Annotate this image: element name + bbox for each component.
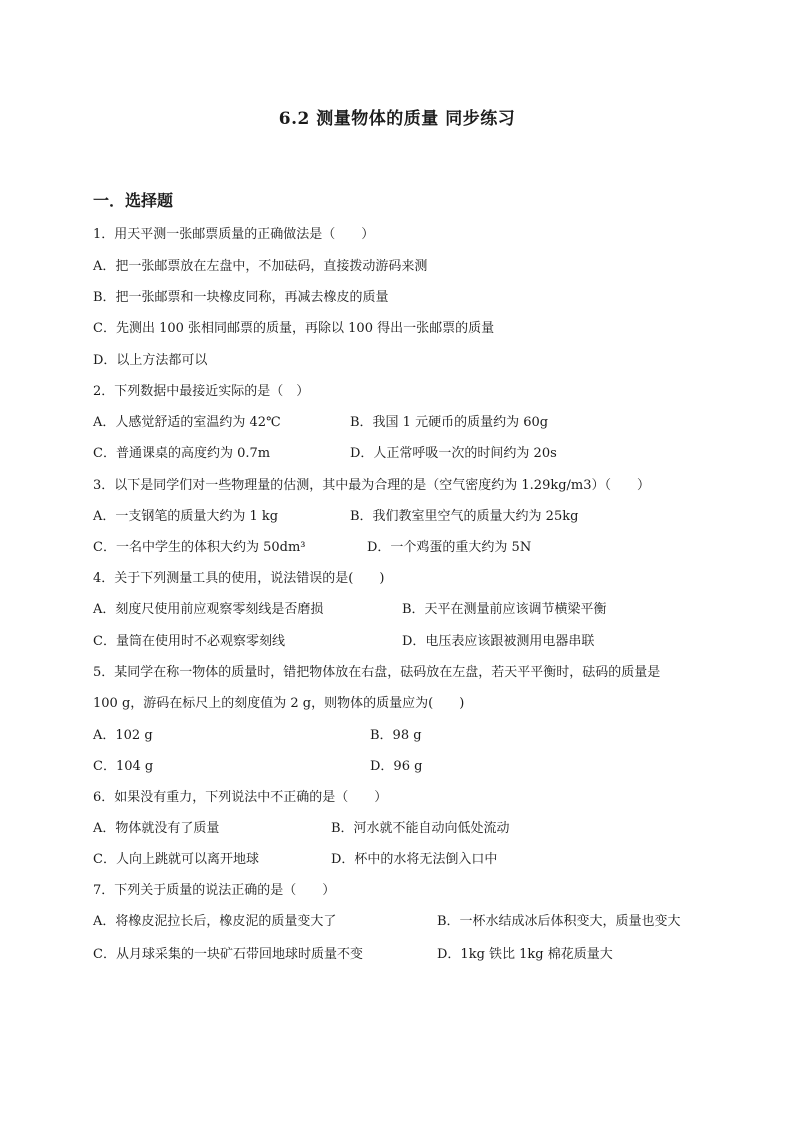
section-heading: 一．选择题: [93, 191, 174, 210]
question-5-option-c: C．104 g: [93, 759, 154, 774]
question-7-option-c: C．从月球采集的一块矿石带回地球时质量不变: [93, 947, 363, 962]
question-4-option-c: C．量筒在使用时不必观察零刻线: [93, 634, 285, 649]
question-6-option-d: D．杯中的水将无法倒入口中: [331, 852, 498, 867]
question-2-option-d: D．人正常呼吸一次的时间约为 20s: [350, 446, 557, 461]
question-5-stem: 5．某同学在称一物体的质量时，错把物体放在右盘，砝码放在左盘，若天平平衡时，砝码的质量是: [93, 665, 661, 680]
question-7-option-a: A．将橡皮泥拉长后，橡皮泥的质量变大了: [93, 914, 337, 929]
question-6-option-a: A．物体就没有了质量: [93, 821, 220, 836]
question-2-option-b: B．我国 1 元硬币的质量约为 60g: [350, 415, 549, 430]
question-1-option-a: A．把一张邮票放在左盘中，不加砝码，直接拨动游码来测: [93, 259, 428, 274]
question-7-option-b: B．一杯水结成冰后体积变大，质量也变大: [437, 914, 681, 929]
question-5-option-b: B．98 g: [370, 728, 422, 743]
question-6-stem: 6．如果没有重力，下列说法中不正确的是（ ）: [93, 790, 388, 805]
question-1-option-c: C．先测出 100 张相同邮票的质量，再除以 100 得出一张邮票的质量: [93, 321, 495, 336]
question-3-option-a: A．一支钢笔的质量大约为 1 kg: [93, 509, 279, 524]
question-4-stem: 4．关于下列测量工具的使用，说法错误的是( ): [93, 571, 385, 586]
question-1-stem: 1．用天平测一张邮票质量的正确做法是（ ）: [93, 227, 375, 242]
question-3-option-c: C．一名中学生的体积大约为 50dm³: [93, 540, 306, 555]
question-5-option-a: A．102 g: [93, 728, 153, 743]
question-3-option-b: B．我们教室里空气的质量大约为 25kg: [350, 509, 579, 524]
question-4-option-d: D．电压表应该跟被测用电器串联: [402, 634, 595, 649]
question-7-option-d: D．1kg 铁比 1kg 棉花质量大: [437, 947, 613, 962]
question-5-stem-continued: 100 g，游码在标尺上的刻度值为 2 g，则物体的质量应为( ): [93, 696, 465, 711]
question-6-option-b: B．河水就不能自动向低处流动: [331, 821, 510, 836]
question-3-stem: 3．以下是同学们对一些物理量的估测，其中最为合理的是（空气密度约为 1.29kg/m3）（ ）: [93, 478, 651, 493]
question-4-option-b: B．天平在测量前应该调节横梁平衡: [402, 602, 607, 617]
question-1-option-b: B．把一张邮票和一块橡皮同称，再减去橡皮的质量: [93, 290, 389, 305]
document-title: 6.2 测量物体的质量 同步练习: [278, 109, 516, 129]
question-6-option-c: C．人向上跳就可以离开地球: [93, 852, 259, 867]
question-3-option-d: D．一个鸡蛋的重大约为 5N: [367, 540, 532, 555]
question-1-option-d: D．以上方法都可以: [93, 353, 208, 368]
question-2-option-a: A．人感觉舒适的室温约为 42℃: [93, 415, 281, 430]
question-2-stem: 2．下列数据中最接近实际的是（ ）: [93, 384, 310, 399]
question-5-option-d: D．96 g: [370, 759, 423, 774]
question-4-option-a: A．刻度尺使用前应观察零刻线是否磨损: [93, 602, 324, 617]
question-7-stem: 7．下列关于质量的说法正确的是（ ）: [93, 883, 336, 898]
question-2-option-c: C．普通课桌的高度约为 0.7m: [93, 446, 271, 461]
